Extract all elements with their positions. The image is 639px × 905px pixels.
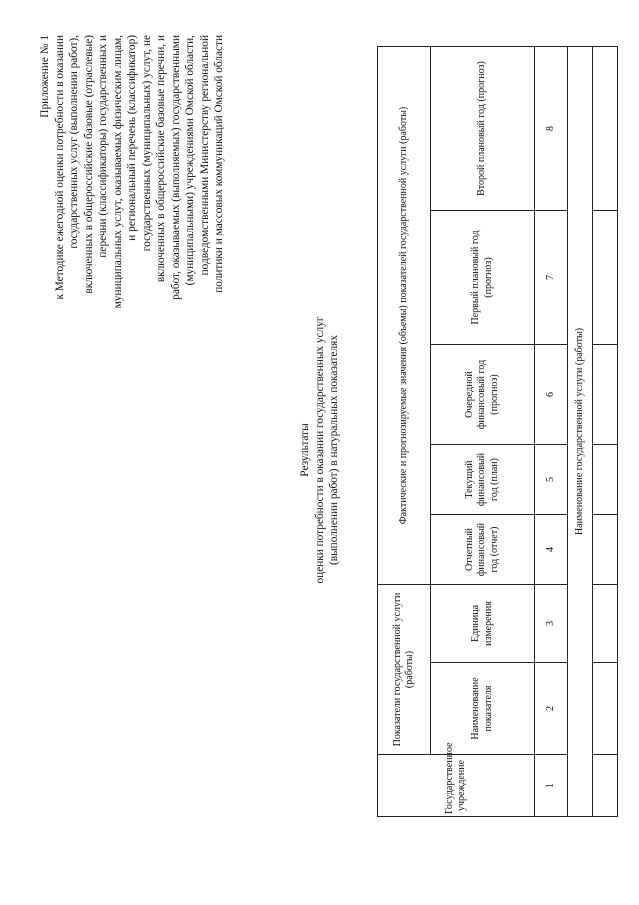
appendix-block xyxy=(38,35,227,310)
appendix-number: Приложение № 1 xyxy=(39,35,51,118)
header-indicators-group: Показатели государственной услуги (работы) xyxy=(378,584,431,754)
column-number: 3 xyxy=(535,584,568,662)
document-title xyxy=(298,155,342,745)
title-line-2: оценки потребности в оказании государственных услуг xyxy=(313,316,326,584)
header-institution: Государственное учреждение xyxy=(378,755,535,817)
header-period-3: Очередной финансовый год (прогноз) xyxy=(431,344,535,444)
section-row xyxy=(568,46,593,816)
column-number: 4 xyxy=(535,514,568,584)
table-cell xyxy=(593,755,618,817)
title-line-1: Результаты xyxy=(299,423,311,477)
table-cell xyxy=(593,46,618,210)
table-cell xyxy=(593,444,618,514)
header-row-1 xyxy=(378,46,431,816)
table-cell xyxy=(593,210,618,344)
header-values-group: Фактические и прогнозируемые значения (объемы) показателей государственной услуги (работы) xyxy=(378,46,431,584)
column-number: 7 xyxy=(535,210,568,344)
column-number: 6 xyxy=(535,344,568,444)
table-cell xyxy=(593,344,618,444)
header-row-2 xyxy=(431,46,535,816)
table-cell xyxy=(593,663,618,755)
column-numbers-row xyxy=(535,46,568,816)
header-period-4: Первый плановый год (прогноз) xyxy=(431,210,535,344)
column-number: 5 xyxy=(535,444,568,514)
table-row xyxy=(593,46,618,816)
header-period-2: Текущий финансовый год (план) xyxy=(431,444,535,514)
section-label: Наименование государственной услуги (работы) xyxy=(568,46,593,816)
table-cell xyxy=(593,514,618,584)
header-indicator-name: Наименование показателя xyxy=(431,663,535,755)
header-unit: Единица измерения xyxy=(431,584,535,662)
results-table xyxy=(377,46,618,817)
header-period-5: Второй плановый год (прогноз) xyxy=(431,46,535,210)
header-period-1: Отчетный финансовый год (отчет) xyxy=(431,514,535,584)
title-line-3: (выполнении работ) в натуральных показателях xyxy=(328,335,340,565)
appendix-text: к Методике ежегодной оценки потребности в оказании государственных услуг (выполнении работ), включенных в общероссийские базовые (отраслевые) перечни (классификаторы) государственных и муниципальных услут, оказываемых физическим лицам, и региональный перечень (классификатор) государственных (муниципальных) услут, не включенных в общероссийские базовые перечни, и работ, оказываемых (выполняемых) государственными (муниципальными) учреждениями Омской области, подведомственными Министерству региональной политики и массовых коммуникаций Омской области xyxy=(53,35,225,309)
table-cell xyxy=(593,584,618,662)
column-number: 1 xyxy=(535,755,568,817)
column-number: 8 xyxy=(535,46,568,210)
column-number: 2 xyxy=(535,663,568,755)
